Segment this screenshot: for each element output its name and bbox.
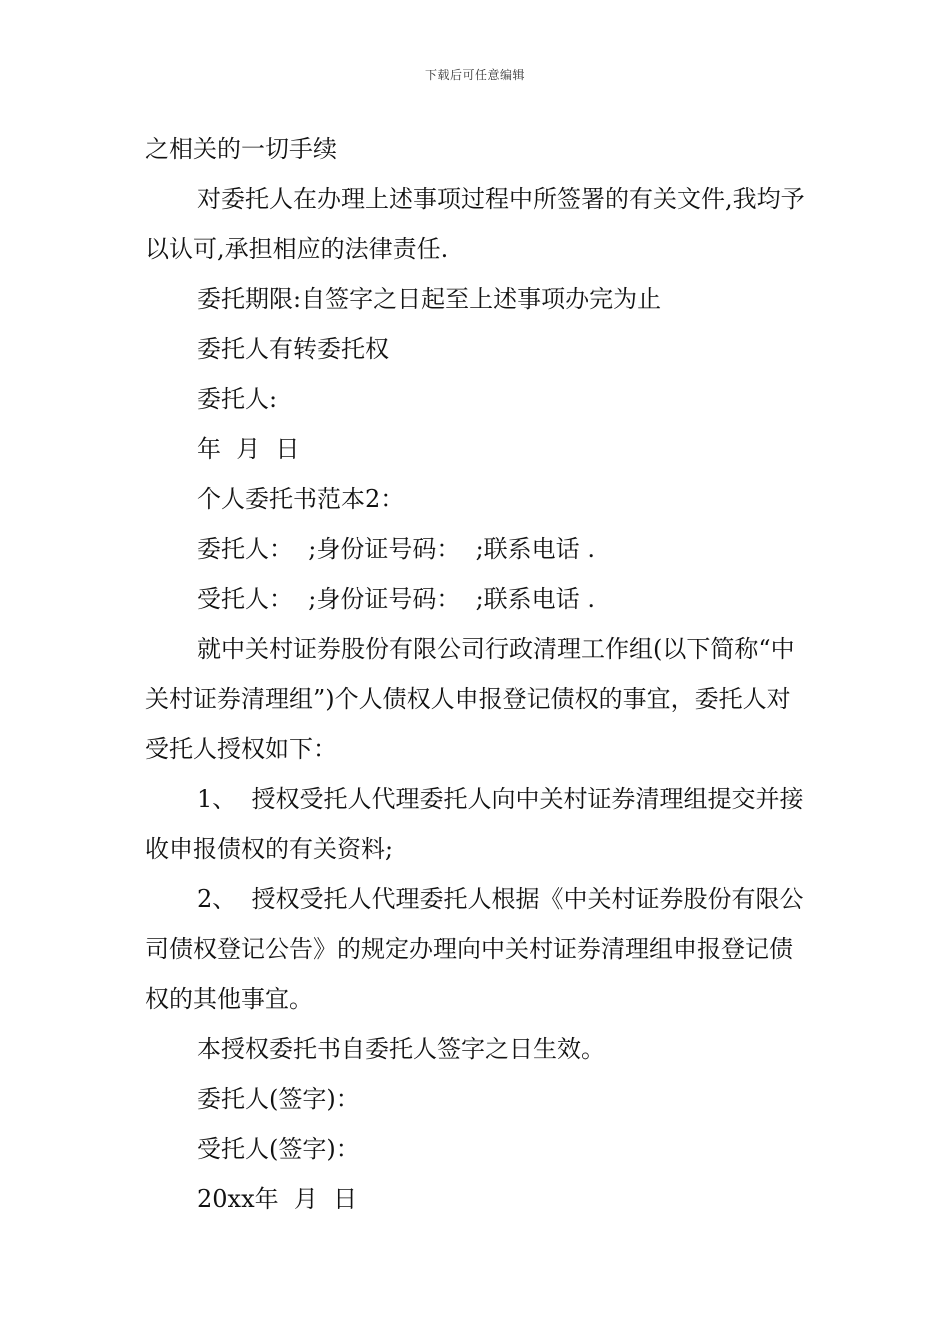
paragraph-1: 之相关的一切手续: [145, 135, 337, 163]
paragraph-6: 年 月 日: [197, 435, 300, 463]
paragraph-3: 委托期限:自签字之日起至上述事项办完为止: [197, 285, 662, 313]
paragraph-11: 1、 授权受托人代理委托人向中关村证券清理组提交并接收申报债权的有关资料;: [145, 785, 804, 863]
paragraph-16: 20xx年 月 日: [197, 1185, 358, 1213]
paragraph-5: 委托人:: [197, 385, 278, 413]
paragraph-7: 个人委托书范本2：: [197, 485, 405, 513]
paragraph-10: 就中关村证券股份有限公司行政清理工作组(以下简称“中关村证券清理组”)个人债权人申报登记债权的事宜，委托人对受托人授权如下：: [145, 635, 795, 763]
paragraph-2: 对委托人在办理上述事项过程中所签署的有关文件,我均予以认可,承担相应的法律责任.: [145, 185, 805, 263]
page-header: 下载后可任意编辑: [424, 68, 525, 82]
paragraph-4: 委托人有转委托权: [197, 335, 389, 363]
paragraph-15: 受托人(签字)：: [197, 1135, 360, 1163]
paragraph-12: 2、 授权受托人代理委托人根据《中关村证券股份有限公司债权登记公告》的规定办理向中关村证券清理组申报登记债权的其他事宜。: [145, 885, 804, 1013]
paragraph-13: 本授权委托书自委托人签字之日生效。: [197, 1035, 605, 1063]
paragraph-9: 受托人： ;身份证号码： ;联系电话 .: [197, 585, 595, 613]
paragraph-14: 委托人(签字)：: [197, 1085, 360, 1113]
paragraph-8: 委托人： ;身份证号码： ;联系电话 .: [197, 535, 595, 563]
document-body: [145, 124, 810, 1224]
